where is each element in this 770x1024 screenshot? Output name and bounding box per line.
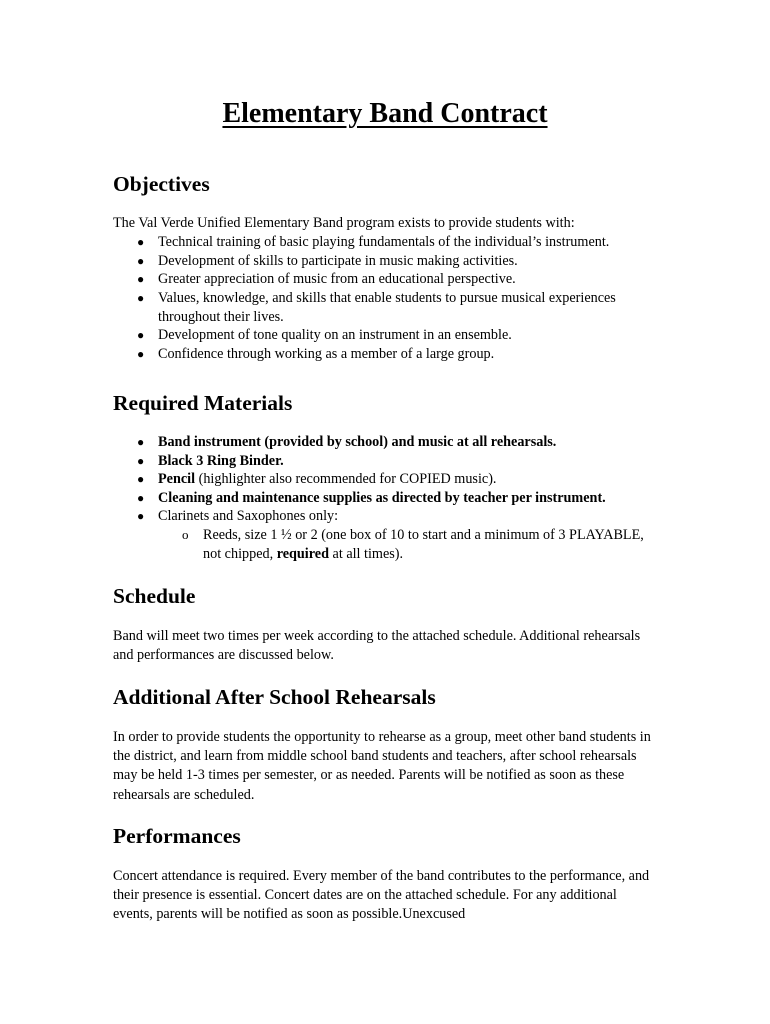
bullet-icon: ● xyxy=(137,253,145,268)
list-item: ● Values, knowledge, and skills that enable students to pursue musical experiences throughout their lives. xyxy=(137,289,616,325)
list-item: ● Clarinets and Saxophones only: o Reeds, size 1 ½ or 2 (one box of 10 to start and a minimum of 3 PLAYABLE, not chipped, required at all times). xyxy=(113,507,658,563)
bullet-icon: ● xyxy=(137,346,145,361)
schedule-heading: Schedule xyxy=(113,584,196,608)
performances-heading: Performances xyxy=(113,824,241,848)
list-item: ● Confidence through working as a member of a large group. xyxy=(137,345,495,362)
materials-section xyxy=(113,389,658,563)
list-item: o Reeds, size 1 ½ or 2 (one box of 10 to start and a minimum of 3 PLAYABLE, not chipped, required at all times). xyxy=(182,526,644,562)
after-school-heading: Additional After School Rehearsals xyxy=(113,685,436,709)
reeds-sublist xyxy=(158,526,658,563)
list-item: ● Development of tone quality on an instrument in an ensemble. xyxy=(137,327,512,344)
bullet-icon: ● xyxy=(137,290,145,305)
objectives-list xyxy=(113,233,658,363)
hollow-bullet-icon: o xyxy=(182,526,189,542)
objectives-section xyxy=(113,170,658,363)
schedule-section xyxy=(113,582,658,665)
document-title xyxy=(0,96,770,132)
objectives-intro: The Val Verde Unified Elementary Band program exists to provide students with: xyxy=(113,215,575,231)
performances-text: Concert attendance is required. Every member of the band contributes to the performance, and their presence is essential. Concert dates are on the attached schedule. For any additional events, parents will be notified as soon as possible.Unexcused xyxy=(113,868,650,923)
bullet-icon: ● xyxy=(137,490,145,505)
materials-heading: Required Materials xyxy=(113,391,293,415)
bullet-icon: ● xyxy=(137,328,145,343)
list-item: ● Pencil (highlighter also recommended for COPIED music). xyxy=(137,471,497,488)
bullet-icon: ● xyxy=(137,272,145,287)
bullet-icon: ● xyxy=(137,453,145,468)
bullet-icon: ● xyxy=(137,509,145,524)
objectives-heading: Objectives xyxy=(113,172,210,196)
schedule-text: Band will meet two times per week according to the attached schedule. Additional rehearsals and performances are discussed below. xyxy=(113,628,641,664)
after-school-text: In order to provide students the opportunity to rehearse as a group, meet other band students in the district, and learn from middle school band students and teachers, after school rehearsals may be held 1-3 times per semester, or as needed. Parents will be notified as soon as these rehearsals are scheduled. xyxy=(113,729,651,803)
bullet-icon: ● xyxy=(137,435,145,449)
after-school-section xyxy=(113,683,658,805)
materials-list xyxy=(113,433,658,563)
document-title-text: Elementary Band Contract xyxy=(222,98,548,129)
performances-section xyxy=(113,822,658,925)
list-item: ● Band instrument (provided by school) and music at all rehearsals. xyxy=(137,434,557,450)
list-item: ● Cleaning and maintenance supplies as directed by teacher per instrument. xyxy=(137,489,606,506)
list-item: ● Development of skills to participate in music making activities. xyxy=(137,252,518,269)
list-item: ● Greater appreciation of music from an educational perspective. xyxy=(137,271,516,288)
list-item: ● Technical training of basic playing fundamentals of the individual’s instrument. xyxy=(137,234,610,251)
bullet-icon: ● xyxy=(137,472,145,487)
bullet-icon: ● xyxy=(137,235,145,250)
list-item: ● Black 3 Ring Binder. xyxy=(137,452,284,469)
